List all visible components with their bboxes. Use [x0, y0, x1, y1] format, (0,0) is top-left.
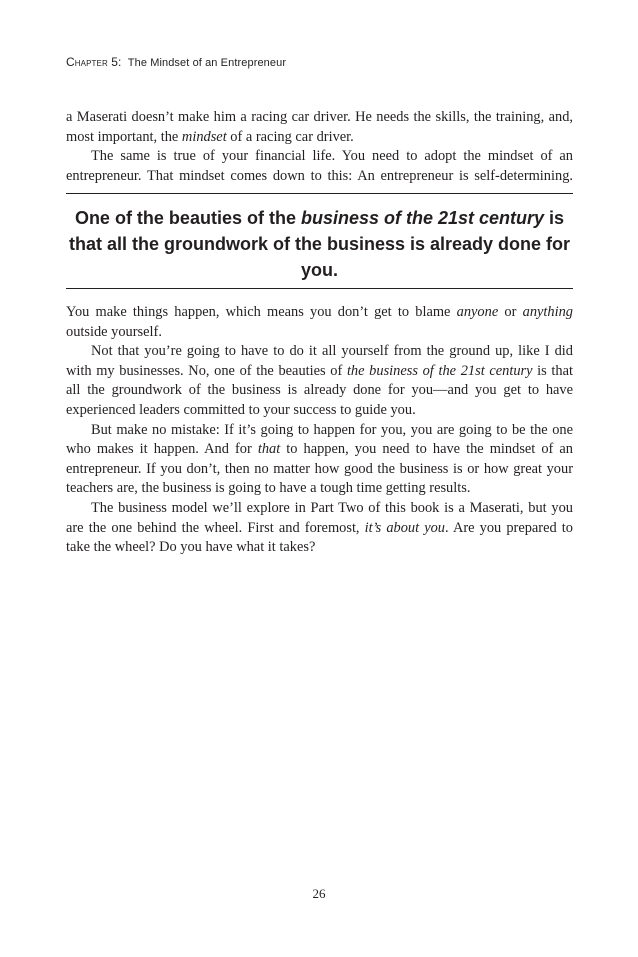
paragraph-business-model	[66, 499, 573, 558]
pull-quote-text: is that all the groundwork of the business is already done for you.	[68, 208, 571, 280]
text-run: of a racing car driver.	[226, 128, 354, 145]
pull-quote-top-rule	[66, 193, 573, 194]
emphasis-that: that	[257, 441, 281, 458]
paragraph-make-things-happen	[66, 303, 573, 342]
text-run: The business model we’ll explore in Part Two of this book is a Maserati, but you are the one behind the wheel. First and foremost,	[66, 499, 573, 536]
text-run: is that all the groundwork of the business is already done for you—and you get to have experienced leaders committed to your success to guide you.	[66, 362, 573, 418]
emphasis-anyone: anyone	[456, 304, 499, 320]
pull-quote-bottom-rule	[66, 288, 573, 289]
text-run: . Are you prepared to take the wheel? Do you have what it takes?	[66, 519, 573, 556]
paragraph-continuation	[66, 108, 573, 147]
text-run: You make things happen, which means you don’t get to blame	[66, 304, 457, 320]
paragraph-groundwork	[66, 342, 573, 420]
emphasis-business-21st-century: the business of the 21st century	[346, 362, 533, 379]
top-text-block	[66, 108, 573, 186]
emphasis-mindset: mindset	[181, 128, 227, 145]
pull-quote-text: One of the beauties of the	[74, 208, 301, 228]
text-run: a Maserati doesn’t make him a racing car driver. He needs the skills, the training, and, most important, the	[66, 109, 573, 145]
emphasis-its-about-you: it’s about you	[364, 519, 446, 536]
pull-quote	[66, 205, 573, 283]
pull-quote-emphasis: business of the 21st century	[300, 208, 545, 228]
emphasis-anything: anything	[522, 304, 573, 320]
body-text-block	[66, 303, 573, 558]
paragraph-financial-life: The same is true of your financial life. You need to adopt the mindset of an entrepreneur. That mindset comes down to this: An entrepreneur is self-determining.	[66, 148, 573, 184]
text-run: to happen, you need to have the mindset of an entrepreneur. If you don’t, then no matter how good the business is or how great your teachers are, the business is going to have a tough time getting results.	[66, 441, 573, 497]
text-run: outside yourself.	[66, 323, 162, 340]
text-run: Not that you’re going to have to do it all yourself from the ground up, like I did with my businesses. No, one of the beauties of	[66, 343, 573, 379]
text-run: or	[498, 304, 523, 320]
page-number: 26	[312, 886, 326, 901]
running-head	[66, 55, 286, 69]
paragraph-make-no-mistake	[66, 421, 573, 499]
text-run: But make no mistake: If it’s going to happen for you, you are going to be the one who makes it happen. And for	[66, 421, 573, 458]
chapter-title: The Mindset of an Entrepreneur	[127, 57, 287, 69]
chapter-label: Chapter 5:	[66, 55, 122, 69]
